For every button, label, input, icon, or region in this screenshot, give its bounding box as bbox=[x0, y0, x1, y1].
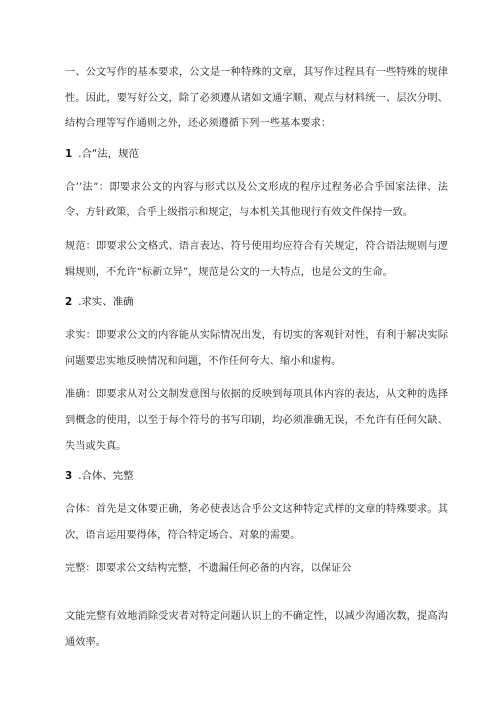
section-heading-2 bbox=[65, 293, 448, 311]
section-title: .合体、完整 bbox=[78, 470, 134, 483]
section-number: 3 bbox=[65, 470, 73, 483]
section-title: .求实、准确 bbox=[78, 296, 134, 309]
section-1-paragraph-2: 规范：即要求公文格式、语言表达、符号使用均应符合有关规定，符合语法规则与逻辑规则，不允许“标新立异”，规范是公文的一大特点，也是公文的生命。 bbox=[65, 240, 448, 278]
section-number: 1 bbox=[65, 147, 73, 160]
section-3-paragraph-3: 文能完整有效地消除受灾者对特定问题认识上的不确定性，以减少沟通次数，提高沟通效率。 bbox=[65, 610, 448, 648]
section-2-paragraph-1: 求实：即要求公文的内容能从实际情况出发，有切实的客观针对性，有利于解决实际问题要忠实地反映情况和问题，不作任何夸大、缩小和虚构。 bbox=[65, 330, 448, 367]
section-title: .合“法，规范 bbox=[78, 147, 139, 160]
section-2-paragraph-2: 准确：即要求从对公文制发意图与依据的反映到每项具体内容的表达，从文种的选择到概念的使用，以至于每个符号的书写印刷，均必须准确无误，不允许有任何欠缺、失当或失真。 bbox=[65, 389, 448, 452]
section-1-paragraph-1: 合’’法”：即要求公文的内容与形式以及公文形成的程序过程务必合乎国家法律、法令、方针政策，合乎上级指示和规定，与本机关其他现行有效文件保持一致。 bbox=[65, 181, 448, 219]
section-3-paragraph-1: 合体：首先是文体要正确，务必使表达合乎公文这种特定式样的文章的特殊要求。其次，语言运用要得体，符合特定场合、对象的需要。 bbox=[65, 504, 448, 541]
section-number: 2 bbox=[65, 296, 73, 309]
section-3-paragraph-2: 完整：即要求公文结构完整，不遗漏任何必备的内容，以保证公 bbox=[65, 563, 352, 575]
intro-paragraph: 一、公文写作的基本要求，公文是一种特殊的文章，其写作过程具有一些特殊的规律性。因此，要写好公文，除了必须遵从诸如文通字顺、观点与材料统一、层次分明、结构合理等写作通则之外，还必须遵循下列一些基本要求： bbox=[65, 67, 448, 130]
section-heading-3 bbox=[65, 467, 448, 485]
section-heading-1 bbox=[65, 145, 448, 163]
